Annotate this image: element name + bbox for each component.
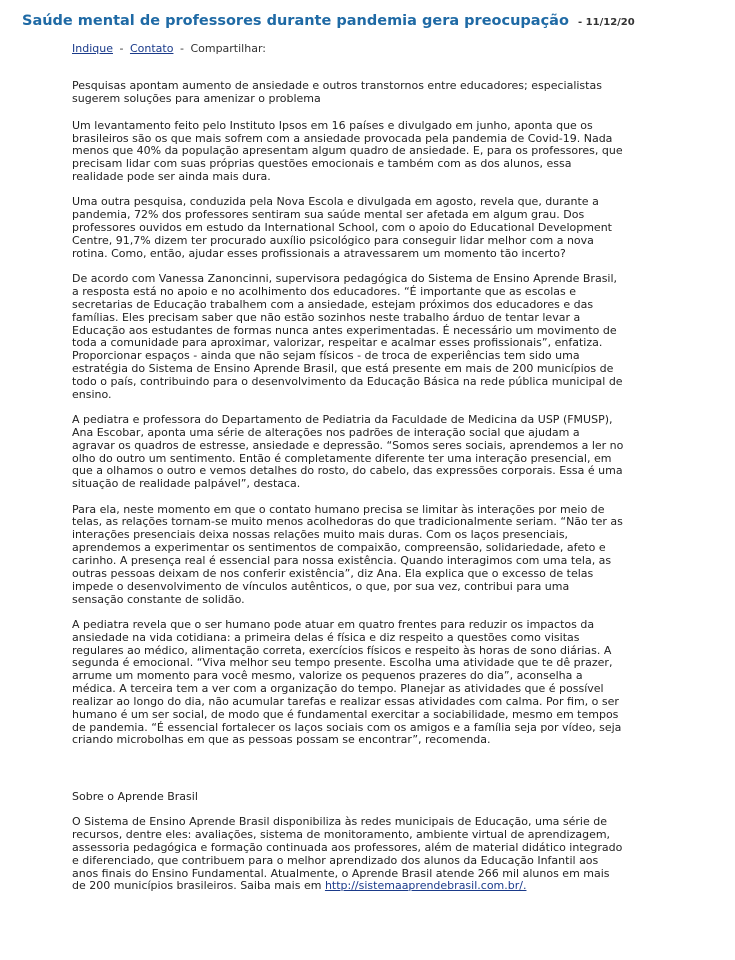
- article-paragraph: De acordo com Vanessa Zanoncinni, supervisora pedagógica do Sistema de Ensino Aprende Brasil, a resposta está no apoio e no acolhimento dos educadores. “É importante que as escolas e secretarias de Educação trabalhem com a ansiedade, estejam próximos dos educadores e das famílias. Eles precisam saber que não estão sozinhos neste trabalho árduo de tentar levar a Educação aos estudantes de formas nunca antes experimentadas. É necessário um movimento de toda a comunidade para aproximar, valorizar, respeitar e acalmar esses profissionais”, enfatiza. Proporcionar espaços - ainda que não sejam físicos - de troca de experiências tem sido uma estratégia do Sistema de Ensino Aprende Brasil, que está presente em mais de 200 municípios de todo o país, contribuindo para o desenvolvimento da Educação Básica na rede pública municipal de ensino.: [72, 272, 623, 401]
- article-paragraph: Um levantamento feito pelo Instituto Ipsos em 16 países e divulgado em junho, aponta que os brasileiros são os que mais sofrem com a ansiedade provocada pela pandemia de Covid-19. Nada menos que 40% da população apresentam algum quadro de ansiedade. E, para os professores, que precisam lidar com suas próprias questões emocionais e também com as dos alunos, essa realidade pode ser ainda mais dura.: [72, 118, 623, 184]
- about-text: O Sistema de Ensino Aprende Brasil disponibiliza às redes municipais de Educação, uma série de recursos, dentre eles: avaliações, sistema de monitoramento, ambiente virtual de aprendizagem, assessoria pedagógica e formação continuada aos professores, além de material didático integrado e diferenciado, que contribuem para o melhor aprendizado dos alunos da Educação Infantil aos anos finais do Ensino Fundamental. Atualmente, o Aprende Brasil atende 266 mil alunos em mais de 200 municípios brasileiros. Saiba mais em: [72, 815, 623, 893]
- article-paragraph: A pediatra revela que o ser humano pode atuar em quatro frentes para reduzir os impactos da ansiedade na vida cotidiana: a primeira delas é física e diz respeito a questões como visitas regulares ao médico, alimentação correta, exercícios físicos e respeito às horas de sono diárias. A segunda é emocional. “Viva melhor seu tempo presente. Escolha uma atividade que te dê prazer, arrume um momento para você mesmo, valorize os pequenos prazeres do dia”, aconselha a médica. A terceira tem a ver com a organização do tempo. Planejar as atividades que é possível realizar ao longo do dia, não acumular tarefas e realizar essas atividades com calma. Por fim, o ser humano é um ser social, de modo que é fundamental exercitar a sociabilidade, mesmo em tempos de pandemia. “É essencial fortalecer os laços sociais com os amigos e a família seja por vídeo, seja criando microbolhas em que as pessoas possam se encontrar”, recomenda.: [72, 617, 622, 747]
- article-toolbar: [72, 42, 266, 55]
- indique-link[interactable]: Indique: [72, 42, 113, 55]
- article-title: [22, 10, 635, 29]
- contato-link[interactable]: Contato: [129, 42, 174, 55]
- about-heading: Sobre o Aprende Brasil: [72, 790, 198, 804]
- compartilhar-label: Compartilhar:: [190, 42, 266, 55]
- article-paragraph: Uma outra pesquisa, conduzida pela Nova Escola e divulgada em agosto, revela que, durante a pandemia, 72% dos professores sentiram sua saúde mental ser afetada em algum grau. Dos professores ouvidos em estudo da International School, com o apoio do Educational Development Centre, 91,7% dizem ter procurado auxílio psicológico para conseguir lidar melhor com a nova rotina. Como, então, ajudar esses profissionais a atravessarem um momento tão incerto?: [72, 195, 612, 260]
- aprende-brasil-link[interactable]: http://sistemaaprendebrasil.com.br/.: [324, 879, 527, 893]
- article-headline: Saúde mental de professores durante pandemia gera preocupação: [22, 13, 569, 29]
- article-paragraph: A pediatra e professora do Departamento de Pediatria da Faculdade de Medicina da USP (FMUSP), Ana Escobar, aponta uma série de alterações nos padrões de interação social que ajudam a agravar os quadros de estresse, ansiedade e depressão. “Somos seres sociais, aprendemos a ler no olho do outro um sentimento. Então é completamente diferente ter uma interação presencial, em que a olhamos o outro e vemos detalhes do rosto, do cabelo, das expressões corporais. Essa é uma situação de realidade palpável”, destaca.: [72, 413, 624, 491]
- article-date: - 11/12/20: [578, 17, 635, 28]
- toolbar-separator: -: [119, 42, 124, 55]
- article-body: [72, 80, 624, 893]
- about-paragraph: [72, 816, 624, 893]
- article-lead: Pesquisas apontam aumento de ansiedade e outros transtornos entre educadores; especialistas sugerem soluções para amenizar o problema: [72, 79, 602, 105]
- article-paragraph: Para ela, neste momento em que o contato humano precisa se limitar às interações por meio de telas, as relações tornam-se muito menos acolhedoras do que tradicionalmente seriam. “Não ter as interações presenciais deixa nossas relações muito mais duras. Com os laços presenciais, aprendemos a experimentar os sentimentos de compaixão, compreensão, solidariedade, afeto e carinho. A presença real é essencial para nossa existência. Quando interagimos com uma tela, as outras pessoas deixam de nos conferir existência”, diz Ana. Ela explica que o excesso de telas impede o desenvolvimento de vínculos autênticos, o que, por sua vez, contribui para uma sensação constante de solidão.: [72, 502, 623, 606]
- toolbar-separator: -: [179, 42, 184, 55]
